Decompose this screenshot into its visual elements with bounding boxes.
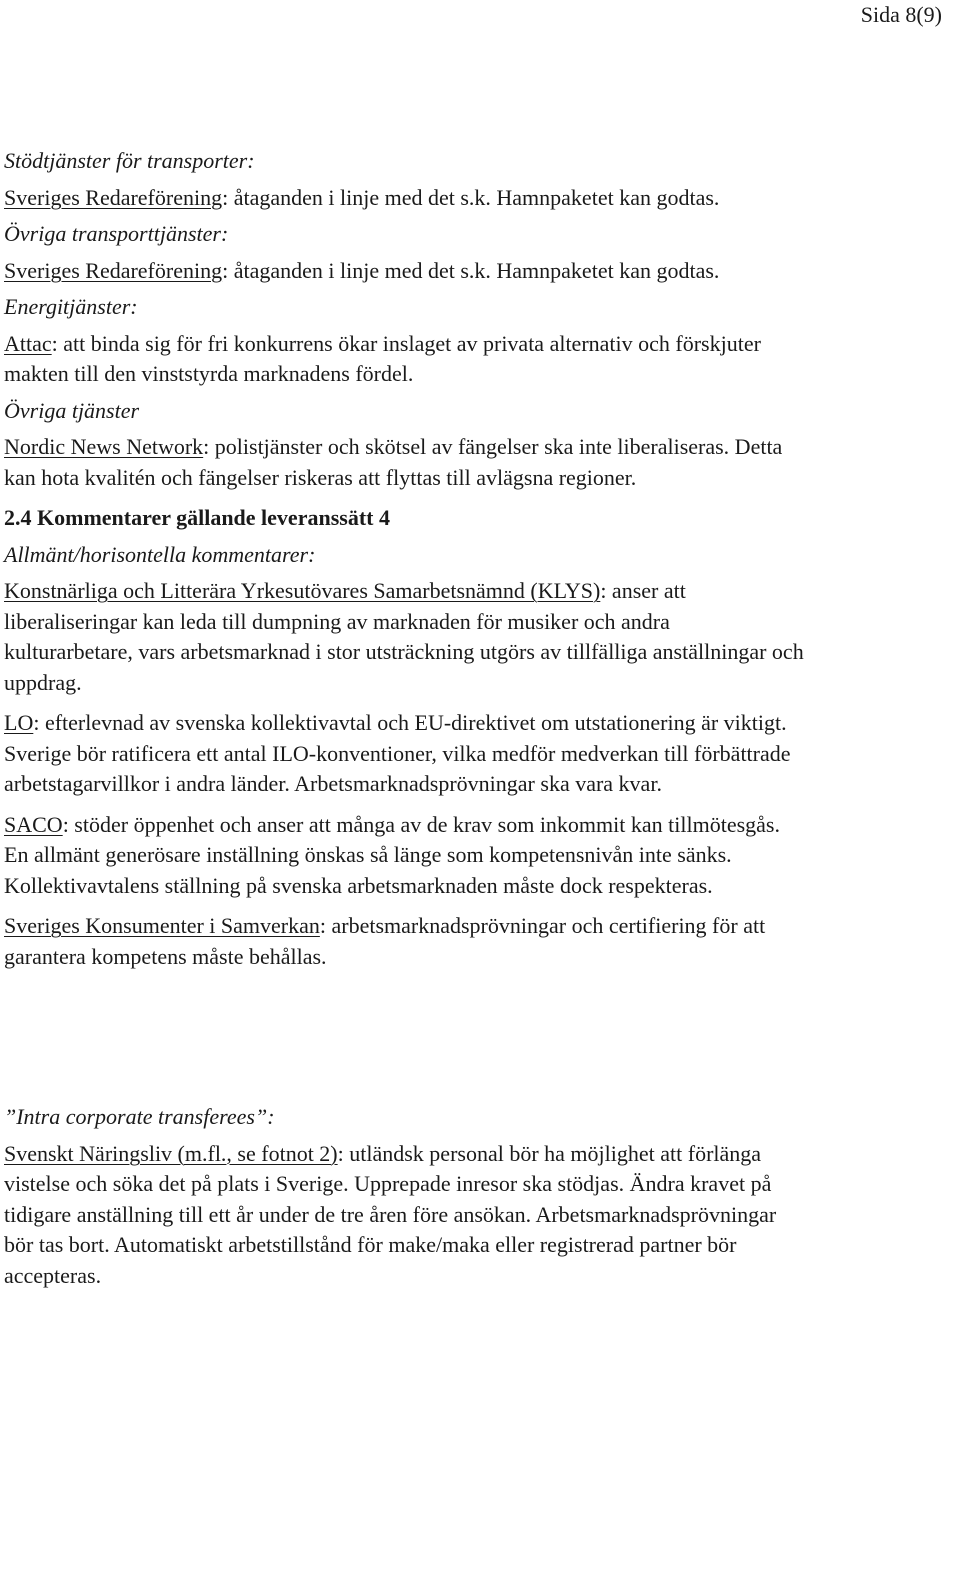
subheading-general-comments: Allmänt/horisontella kommentarer:	[4, 541, 316, 567]
org-name: Nordic News Network	[4, 434, 204, 459]
entry-text: : efterlevnad av svenska kollektivavtal och EU-direktivet om utstationering är viktigt. Sverige bör ratificera ett antal ILO-konventioner, vilka medför medverkan till förbättrade arbetstagarvillkor i andra länder. Arbetsmarknadsprövningar ska vara kvar.	[4, 710, 791, 796]
entry-svenskt-naringsliv	[4, 1139, 804, 1292]
entry-attac	[4, 329, 804, 390]
document-body	[4, 146, 804, 1291]
entry-text: : åtaganden i linje med det s.k. Hamnpaketet kan godtas.	[222, 257, 720, 283]
entry-text: : anser att liberaliseringar kan leda till dumpning av marknaden för musiker och andra kulturarbetare, vars arbetsmarknad i stor utsträckning utgörs av tillfälliga anställningar och uppdrag.	[4, 578, 804, 695]
page-number: Sida 8(9)	[860, 2, 942, 27]
entry-text: : åtaganden i linje med det s.k. Hamnpaketet kan godtas.	[222, 184, 720, 210]
entry-text: : polistjänster och skötsel av fängelser ska inte liberaliseras. Detta kan hota kvalitén och fängelser riskeras att flyttas till avlägsna regioner.	[4, 434, 783, 490]
heading-transport-support: Stödtjänster för transporter:	[4, 148, 255, 173]
entry-text: : stöder öppenhet och anser att många av de krav som inkommit kan tillmötesgås. En allmänt generösare inställning önskas så länge som kompetensnivån inte sänks. Kollektivavtalens ställning på svenska arbetsmarknaden måste dock respekteras.	[4, 811, 780, 898]
org-name: Konstnärliga och Litterära Yrkesutövares Samarbetsnämnd (KLYS)	[4, 578, 601, 603]
entry-redareforening-2	[4, 256, 804, 287]
org-name: Sveriges Redareförening	[4, 184, 223, 210]
entry-saco	[4, 810, 804, 902]
entry-text: : utländsk personal bör ha möjlighet att förlänga vistelse och söka det på plats i Sverige. Upprepade inresor ska stödjas. Ändra kravet på tidigare anställning till ett år under de tre åren före ansökan. Arbetsmarknadsprövningar bör tas bort. Automatiskt arbetstillstånd för make/maka eller registrerad partner bör accepteras.	[4, 1140, 777, 1288]
org-name: SACO	[4, 811, 63, 837]
entry-sveriges-konsumenter	[4, 911, 804, 972]
entry-text: : att binda sig för fri konkurrens ökar inslaget av privata alternativ och förskjuter makten till den vinststyrda marknadens fördel.	[4, 330, 761, 386]
heading-other-transport: Övriga transporttjänster:	[4, 221, 229, 246]
org-name: LO	[4, 710, 34, 735]
heading-intra-corporate: ”Intra corporate transferees”:	[4, 1104, 275, 1129]
heading-other-services: Övriga tjänster	[4, 397, 140, 423]
entry-lo	[4, 708, 804, 800]
org-name: Svenskt Näringsliv (m.fl., se fotnot 2)	[4, 1140, 338, 1166]
entry-nordic-news-network	[4, 432, 804, 493]
entry-redareforening-1	[4, 183, 804, 214]
heading-energy: Energitjänster:	[4, 294, 138, 319]
entry-text: : arbetsmarknadsprövningar och certifiering för att garantera kompetens måste behållas.	[4, 913, 766, 969]
entry-klys	[4, 576, 804, 698]
org-name: Sveriges Redareförening	[4, 257, 223, 283]
org-name: Attac	[4, 330, 52, 356]
section-heading-2-4: 2.4 Kommentarer gällande leveranssätt 4	[4, 505, 390, 530]
org-name: Sveriges Konsumenter i Samverkan	[4, 913, 320, 938]
